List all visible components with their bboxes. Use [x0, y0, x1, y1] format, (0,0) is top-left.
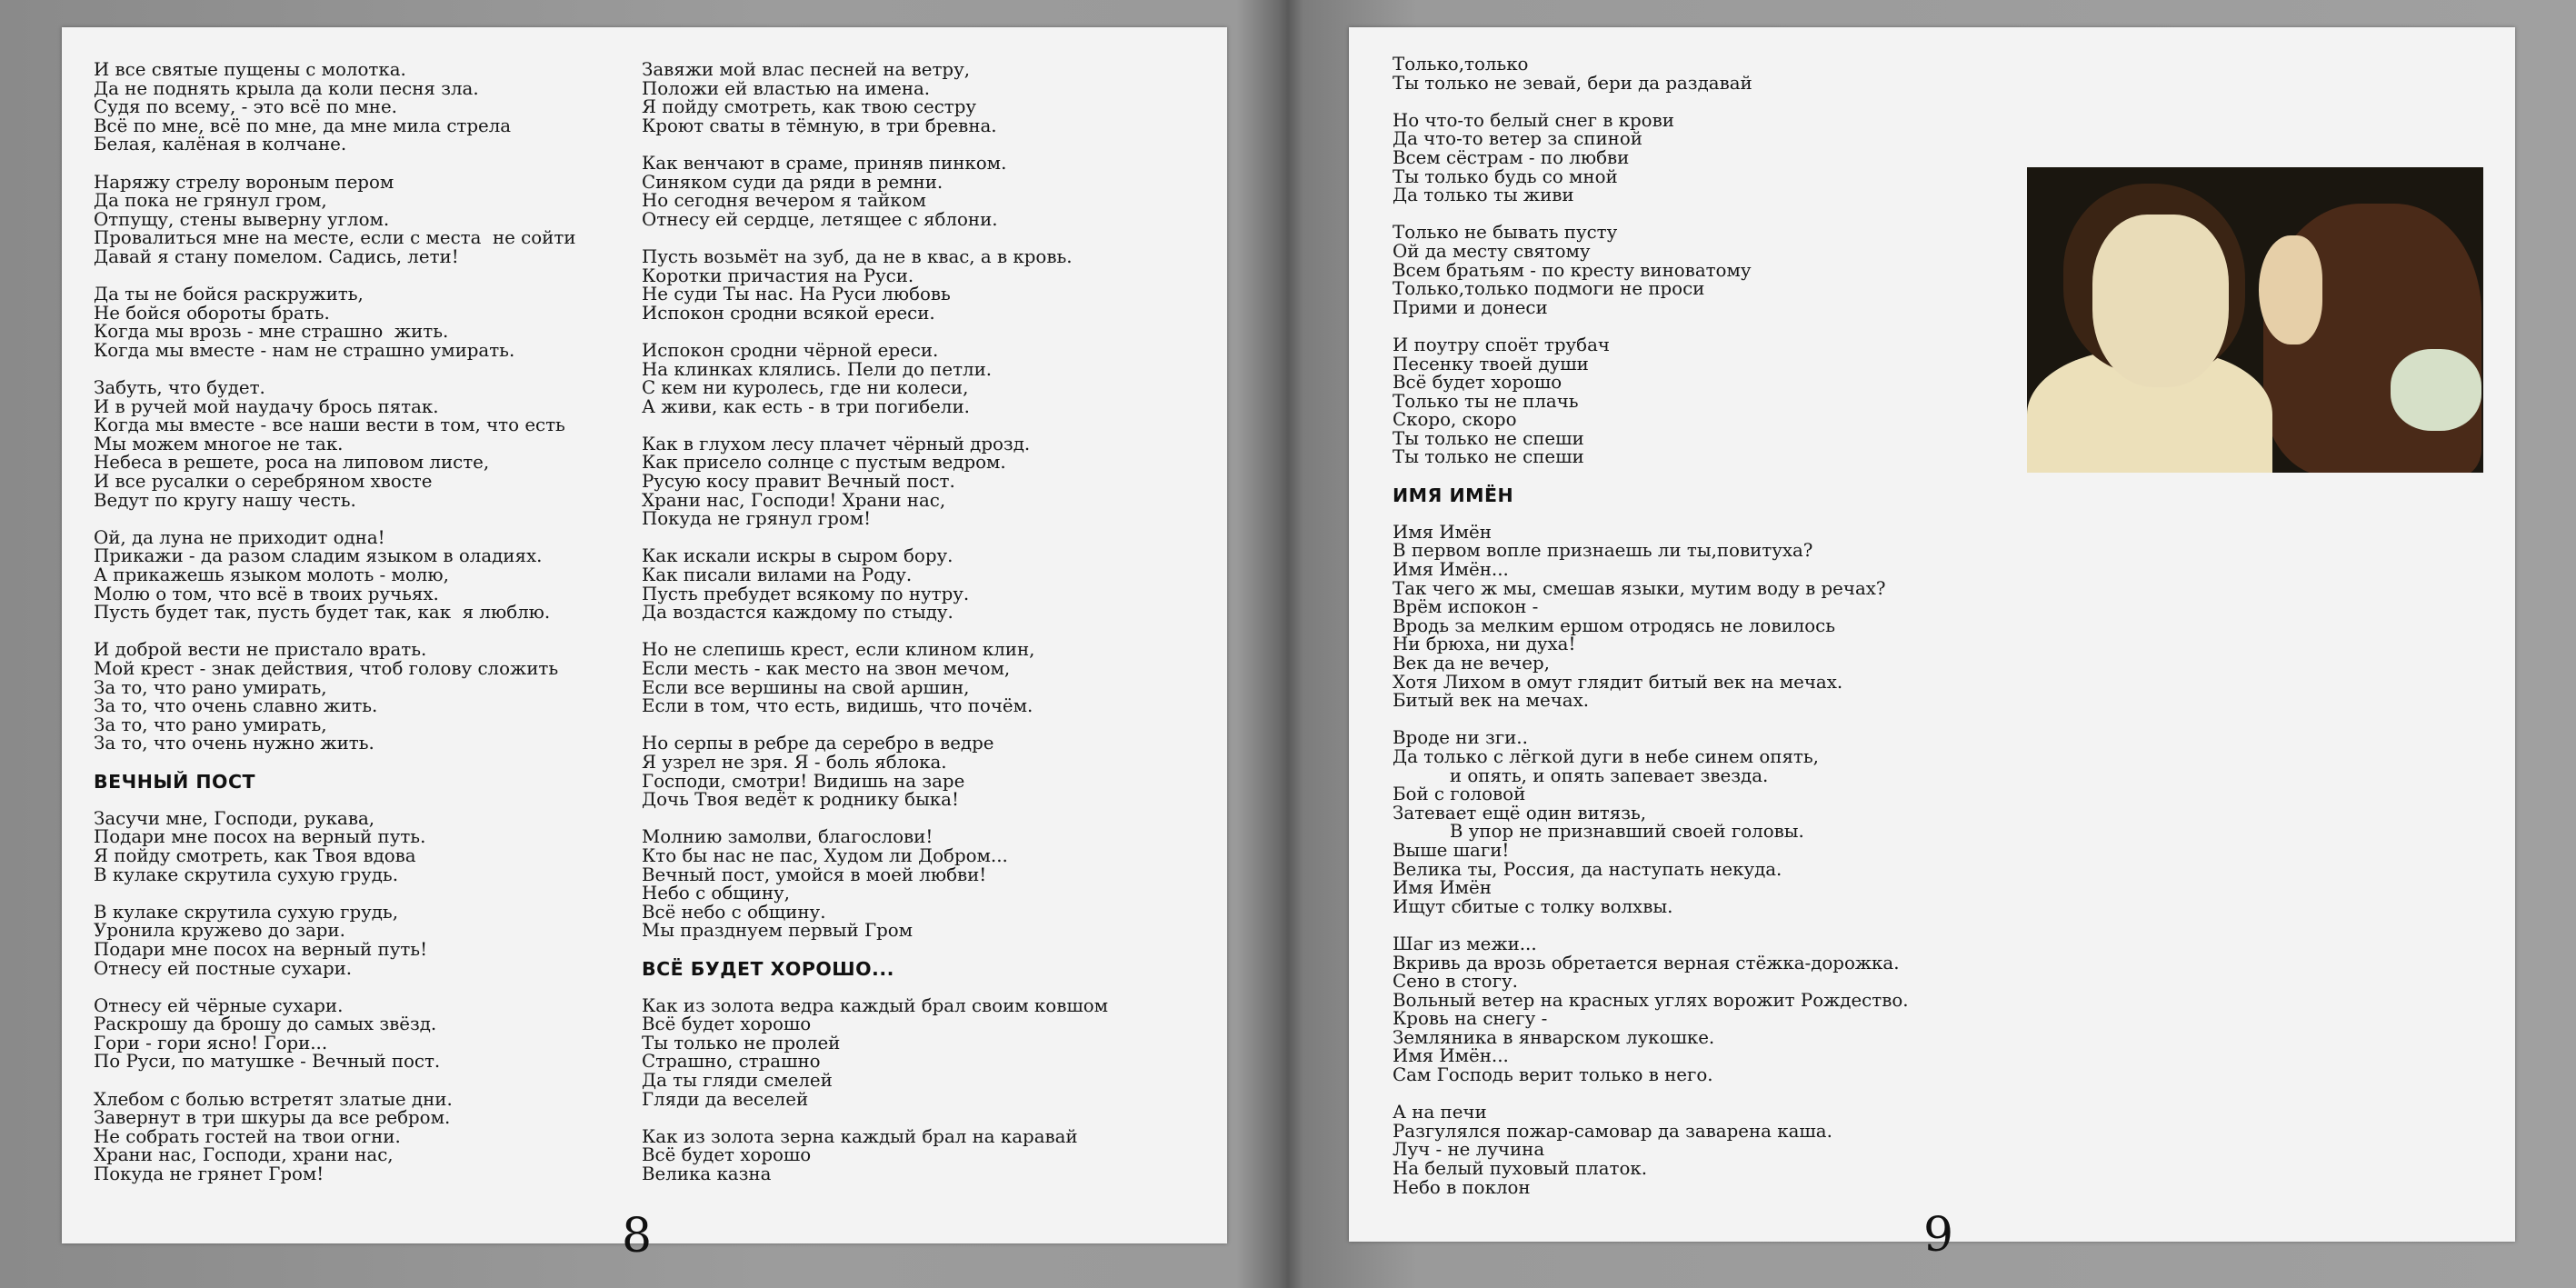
lyric-line: Ты только не пролей [642, 1032, 841, 1053]
lyric-line: Ты только не спеши [1393, 446, 1584, 468]
stanza [94, 61, 575, 155]
lyric-line: И в ручей мой наудачу брось пятак. [94, 395, 439, 417]
lyric-line: Как искали искры в сыром бору. [642, 545, 954, 567]
song-title: ИМЯ ИМЁН [1393, 484, 1514, 506]
lyric-line: Давай я стану помелом. Садись, лети! [94, 245, 459, 267]
lyric-line: Да что-то ветер за спиной [1393, 128, 1642, 150]
lyric-line: Как из золота зерна каждый брал на каравай [642, 1125, 1078, 1147]
lyric-line: Молю о том, что всё в твоих ручьях. [94, 583, 439, 604]
lyric-line: Если в том, что есть, видишь, что почём. [642, 695, 1033, 717]
stanza [642, 1125, 1108, 1185]
lyric-line: Когда мы врозь - мне страшно жить. [94, 321, 449, 343]
lyric-line: Не собрать гостей на твои огни. [94, 1125, 401, 1147]
stanza [642, 641, 1108, 715]
stanza [642, 734, 1108, 809]
lyric-line: Всё по мне, всё по мне, да мне мила стрела [94, 115, 512, 136]
lyric-line: Велика казна [642, 1163, 772, 1185]
lyric-line: Я пойду смотреть, как Твоя вдова [94, 844, 416, 866]
lyric-line: Как из золота ведра каждый брал своим ковшом [642, 994, 1109, 1016]
lyric-line: Синяком суди да ряди в ремни. [642, 171, 944, 193]
lyric-line: Имя Имён... [1393, 559, 1509, 581]
lyric-line: Только,только подмоги не проси [1393, 278, 1705, 300]
lyric-line: Гляди да веселей [642, 1088, 809, 1110]
lyric-line: Имя Имён [1393, 521, 1492, 543]
lyric-line: В кулаке скрутила сухую грудь. [94, 864, 398, 885]
song-title: ВЕЧНЫЙ ПОСТ [94, 770, 255, 793]
stanza [1393, 55, 1909, 93]
stanza [642, 61, 1108, 135]
lyric-line: Я пойду смотреть, как твою сестру [642, 96, 977, 118]
lyric-line: Вроде ни зги.. [1393, 727, 1528, 749]
stanza [642, 547, 1108, 622]
lyric-line: Коротки причастия на Руси. [642, 265, 914, 286]
stanza [94, 379, 575, 510]
lyric-line: Ой, да луна не приходит одна! [94, 526, 385, 548]
lyric-line: Испокон сродни чёрной ереси. [642, 339, 939, 361]
lyric-line: Завернут в три шкуры да все ребром. [94, 1107, 451, 1129]
lyric-line: Вольный ветер на красных углях ворожит Рождество. [1393, 989, 1909, 1011]
lyric-line: Дочь Твоя ведёт к роднику быка! [642, 789, 959, 811]
lyric-line: Мы можем многое не так. [94, 433, 344, 454]
lyric-line: Скоро, скоро [1393, 409, 1517, 431]
lyric-line: И доброй вести не пристало врать. [94, 639, 427, 661]
lyric-line: Кровь на снегу - [1393, 1008, 1548, 1030]
lyric-line: Вкривь да врозь обретается верная стёжка-дорожка. [1393, 952, 1900, 973]
stanza [94, 526, 575, 624]
stanza [1393, 935, 1909, 1085]
right-column [1393, 55, 1909, 1197]
lyric-line: Имя Имён... [1393, 1045, 1509, 1067]
lyric-line: Ты только не зевай, бери да раздавай [1393, 72, 1752, 94]
lyric-line: Но серпы в ребре да серебро в ведре [642, 733, 994, 754]
lyric-line: Страшно, страшно [642, 1051, 821, 1073]
lyric-line: Если месть - как место на звон мечом, [642, 658, 1011, 679]
lyric-line: Только ты не плачь [1393, 390, 1579, 412]
lyric-line: Не бойся обороты брать. [94, 302, 330, 324]
lyric-line: Отнесу ей постные сухари. [94, 957, 353, 979]
stanza [642, 152, 1108, 230]
lyric-line: Как венчают в сраме, приняв пинком. [642, 152, 1007, 174]
lyric-line: В кулаке скрутила сухую грудь, [94, 901, 398, 923]
lyric-line: Так чего ж мы, смешав языки, мутим воду в речах? [1393, 577, 1886, 599]
lyric-line: Небеса в решете, роса на липовом листе, [94, 452, 490, 474]
stanza [642, 245, 1108, 324]
lyric-line: Разгулялся пожар-самовар да заварена каша. [1393, 1120, 1832, 1142]
lyric-line: А живи, как есть - в три погибели. [642, 395, 970, 417]
lyric-line: Мой крест - знак действия, чтоб голову сложить [94, 658, 559, 679]
lyric-line: Подари мне посох на верный путь. [94, 826, 426, 848]
lyric-line: Когда мы вместе - нам не страшно умирать. [94, 339, 515, 361]
lyric-line: Битый век на мечах. [1393, 690, 1590, 712]
lyric-line: И все русалки о серебряном хвосте [94, 471, 433, 493]
lyric-line: Уронила кружево до зари. [94, 920, 345, 942]
stanza [94, 994, 575, 1073]
lyric-line: Луч - не лучина [1393, 1139, 1545, 1161]
lyric-line: В первом вопле признаешь ли ты,повитуха? [1393, 540, 1813, 562]
lyric-line: Подари мне посох на верный путь! [94, 938, 428, 960]
lyric-line: Да воздастся каждому по стыду. [642, 602, 954, 624]
lyric-line: Ищут сбитые с толку волхвы. [1393, 895, 1673, 917]
lyric-line: Отнесу ей чёрные сухари. [94, 994, 344, 1016]
lyric-line: Забуть, что будет. [94, 377, 265, 399]
lyric-line: С кем ни куролесь, где ни колеси, [642, 377, 969, 399]
lyric-line: Отпущу, стены выверну углом. [94, 208, 390, 230]
lyric-line: Да пока не грянул гром, [94, 190, 327, 212]
lyric-line: Засучи мне, Господи, рукава, [94, 807, 375, 829]
lyric-line: Прикажи - да разом сладим языком в оладиях. [94, 545, 543, 567]
lyric-line: Имя Имён [1393, 877, 1492, 899]
lyric-line: Прими и донеси [1393, 296, 1548, 318]
lyric-line: Только,только [1393, 54, 1529, 75]
stanza [1393, 109, 1909, 206]
lyric-line: Сам Господь верит только в него. [1393, 1064, 1713, 1086]
lyric-line: Век да не вечер, [1393, 653, 1550, 674]
lyric-line: и опять, и опять запевает звезда. [1393, 764, 1769, 786]
stanza [1393, 729, 1909, 916]
stanza [94, 641, 575, 754]
lyric-line: Да ты не бойся раскружить, [94, 284, 364, 305]
lyric-line: Судя по всему, - это всё по мне. [94, 96, 397, 118]
lyric-line: Господи, смотри! Видишь на заре [642, 770, 965, 792]
lyric-line: Пусть будет так, пусть будет так, как я люблю. [94, 602, 551, 624]
stanza [642, 339, 1108, 417]
song-title: ВСЁ БУДЕТ ХОРОШО... [642, 957, 894, 980]
lyric-line: Да только с лёгкой дуги в небе синем опять, [1393, 745, 1819, 767]
lyric-line: Раскрошу да брошу до самых звёзд. [94, 1013, 437, 1035]
page-number-right: 9 [1923, 1208, 1954, 1263]
lyric-line: Ой да месту святому [1393, 240, 1591, 262]
lyric-line: Земляника в январском лукошке. [1393, 1026, 1715, 1048]
lyric-line: Гори - гори ясно! Гори... [94, 1032, 328, 1053]
lyric-line: А прикажешь языком молоть - молю, [94, 564, 449, 586]
lyric-line: Всё небо с общину. [642, 901, 826, 923]
lyric-line: Врём испокон - [1393, 596, 1539, 618]
couple-photo [2027, 167, 2483, 473]
lyric-line: За то, что очень нужно жить. [94, 733, 374, 754]
lyric-line: Хотя Лихом в омут глядит битый век на мечах. [1393, 671, 1843, 693]
lyric-line: В упор не признавший своей головы. [1393, 821, 1804, 843]
lyric-line: Русую косу правит Вечный пост. [642, 471, 955, 493]
lyric-line: Не суди Ты нас. На Руси любовь [642, 284, 951, 305]
lyric-line: На белый пуховый платок. [1393, 1158, 1648, 1180]
lyric-line: Выше шаги! [1393, 839, 1510, 861]
lyric-line: Сено в стогу. [1393, 971, 1518, 993]
lyric-line: Храни нас, Господи! Храни нас, [642, 489, 946, 511]
lyric-line: И поутру споёт трубач [1393, 334, 1610, 355]
lyric-line: Мы празднуем первый Гром [642, 920, 914, 942]
lyric-line: Но не слепишь крест, если клином клин, [642, 639, 1035, 661]
lyric-line: Вродь за мелким ершом отродясь не ловилось [1393, 614, 1835, 636]
lyric-line: И все святые пущены с молотка. [94, 59, 406, 80]
lyric-line: Покуда не грянул гром! [642, 508, 872, 530]
stanza [1393, 1103, 1909, 1197]
lyric-line: Как присело солнце с пустым ведром. [642, 452, 1006, 474]
lyric-line: Небо с общину, [642, 883, 790, 904]
lyric-line: Шаг из межи... [1393, 933, 1537, 954]
lyric-line: Испокон сродни всякой ереси. [642, 302, 935, 324]
lyric-line: Затевает ещё один витязь, [1393, 802, 1647, 824]
lyric-line: Всем братьям - по кресту виноватому [1393, 259, 1752, 281]
lyric-line: Да ты гляди смелей [642, 1070, 833, 1092]
lyric-line: Я узрел не зря. Я - боль яблока. [642, 751, 947, 773]
lyric-line: Только не бывать пусту [1393, 222, 1618, 244]
lyric-line: Завяжи мой влас песней на ветру, [642, 59, 971, 80]
stanza [642, 828, 1108, 941]
lyric-line: Но что-то белый снег в крови [1393, 109, 1674, 131]
lyric-line: Как писали вилами на Роду. [642, 564, 913, 586]
lyric-line: А на печи [1393, 1102, 1487, 1123]
lyric-line: Ни брюха, ни духа! [1393, 634, 1576, 655]
lyric-line: Хлебом с болью встретят златые дни. [94, 1088, 453, 1110]
lyric-line: Ты только не спеши [1393, 427, 1584, 449]
lyric-line: За то, что рано умирать, [94, 676, 327, 698]
lyric-line: Да не поднять крыла да коли песня зла. [94, 77, 479, 99]
lyric-line: Всё будет хорошо [1393, 372, 1563, 394]
lyric-line: Положи ей властью на имена. [642, 77, 931, 99]
page-number-left: 8 [622, 1209, 653, 1263]
lyric-line: Небо в поклон [1393, 1176, 1531, 1198]
lyric-line: Песенку твоей души [1393, 353, 1589, 374]
lyric-line: Провалиться мне на месте, если с места не сойти [94, 227, 576, 249]
lyric-line: По Руси, по матушке - Вечный пост. [94, 1051, 441, 1073]
left-column-2 [642, 61, 1108, 1184]
lyric-line: Молнию замолви, благослови! [642, 826, 934, 848]
lyric-line: За то, что очень славно жить. [94, 695, 378, 717]
stanza [1393, 224, 1909, 317]
stanza [94, 1088, 575, 1185]
lyric-line: Когда мы вместе - все наши вести в том, что есть [94, 414, 565, 436]
lyric-line: Всем сёстрам - по любви [1393, 146, 1630, 168]
lyric-line: Пусть возьмёт на зуб, да не в квас, а в кровь. [642, 245, 1073, 267]
lyric-line: Всё будет хорошо [642, 1013, 812, 1035]
lyric-line: Покуда не грянет Гром! [94, 1163, 324, 1185]
stanza [94, 171, 576, 267]
lyric-line: Если все вершины на свой аршин, [642, 676, 970, 698]
lyric-line: Ты только будь со мной [1393, 165, 1618, 187]
stanza [642, 994, 1109, 1110]
lyric-line: Ведут по кругу нашу честь. [94, 489, 356, 511]
lyric-line: Бой с головой [1393, 784, 1526, 805]
lyric-line: Велика ты, Россия, да наступать некуда. [1393, 858, 1782, 880]
lyric-line: Кроют сваты в тёмную, в три бревна. [642, 115, 997, 136]
stanza [1393, 521, 1909, 712]
lyric-line: Как в глухом лесу плачет чёрный дрозд. [642, 433, 1031, 454]
lyric-line: Но сегодня вечером я тайком [642, 190, 926, 212]
lyric-line: На клинках клялись. Пели до петли. [642, 358, 993, 380]
lyric-line: Белая, калёная в колчане. [94, 134, 347, 155]
stanza [1393, 336, 1909, 467]
lyric-line: Всё будет хорошо [642, 1144, 812, 1166]
lyric-line: Храни нас, Господи, храни нас, [94, 1144, 394, 1166]
lyric-line: За то, что рано умирать, [94, 714, 327, 735]
stanza [94, 901, 575, 979]
stanza [94, 807, 575, 885]
left-column-1 [94, 61, 575, 1184]
lyric-line: Отнесу ей сердце, летящее с яблони. [642, 208, 998, 230]
lyric-line: Вечный пост, умойся в моей любви! [642, 864, 987, 885]
lyric-line: Пусть пребудет всякому по нутру. [642, 583, 970, 604]
lyric-line: Кто бы нас не пас, Худом ли Добром... [642, 844, 1008, 866]
lyric-line: Наряжу стрелу вороным пером [94, 171, 394, 193]
lyric-line: Да только ты живи [1393, 185, 1574, 206]
stanza [642, 435, 1108, 529]
stanza [94, 285, 575, 360]
